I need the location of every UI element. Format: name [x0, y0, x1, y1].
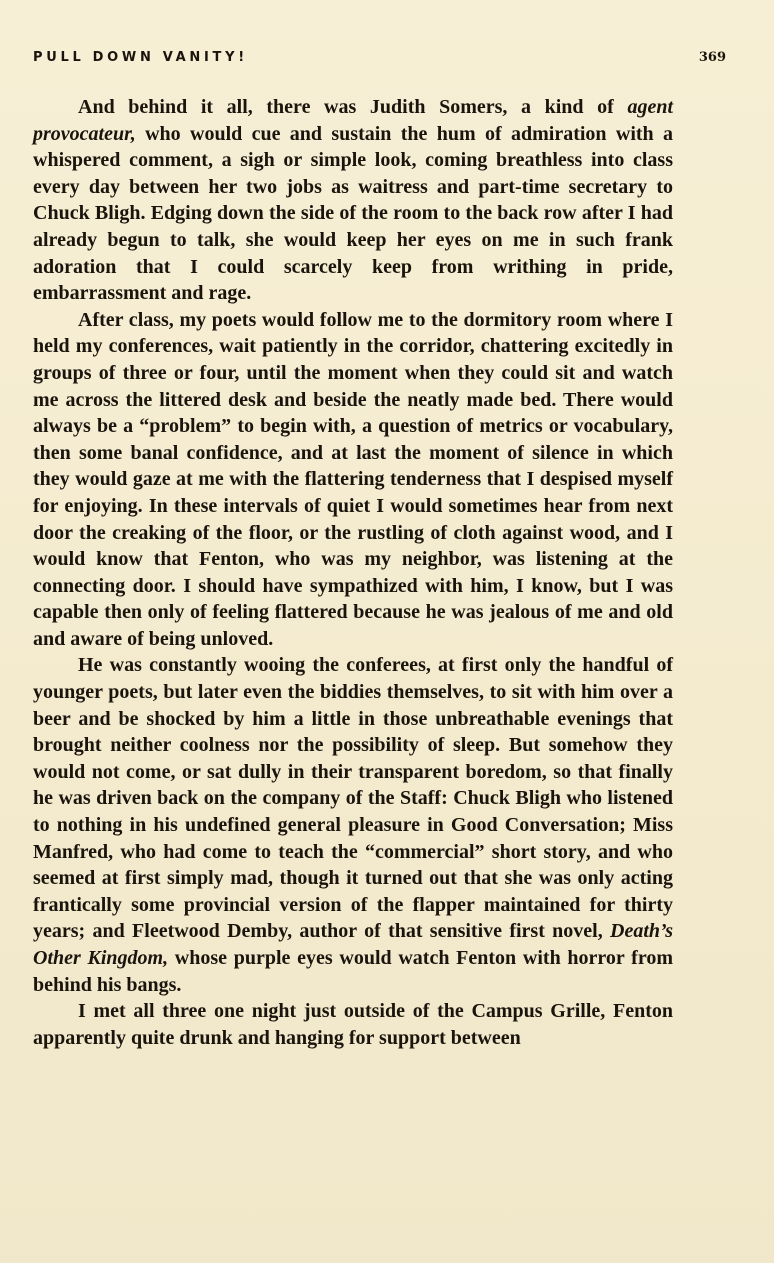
- paragraph-text: who would cue and sustain the hum of admiration with a whispered comment, a sigh or simple look, coming breathless into class every day between her two jobs as waitress and part-time secretary to Chuck Bligh. Edging down the side of the room to the back row after I had already begun to talk, she would keep her eyes on me in such frank adoration that I could scarcely keep from writhing in pride, embarrassment and rage.: [33, 122, 673, 305]
- italic-text: agent provocateur,: [33, 96, 673, 145]
- paragraph-text: He was constantly wooing the conferees, at first only the handful of younger poets, but later even the biddies themselves, to sit with him over a beer and be shocked by him a little in those unbreathable evenings that brought neither coolness nor the possibility of sleep. But somehow they would not come, or sat dully in their transparent boredom, so that finally he was driven back on the company of the Staff: Chuck Bligh who listened to nothing in his undefined general pleasure in Good Conversation; Miss Manfred, who had come to teach the “commercial” short story, and who seemed at first simply mad, though it turned out that she was only acting frantically some provincial version of the flapper maintained for thirty years; and Fleetwood Demby, author of that sensitive first novel,: [33, 654, 673, 943]
- running-head: [33, 50, 726, 72]
- paragraph-text: After class, my poets would follow me to the dormitory room where I held my conferences, wait patiently in the corridor, chattering excitedly in groups of three or four, until the moment when they could sit and watch me across the littered desk and beside the neatly made bed. There would always be a “problem” to begin with, a question of metrics or vocabulary, then some banal confidence, and at last the moment of silence in which they would gaze at me with the flattering tenderness that I despised myself for enjoying. In these intervals of quiet I would sometimes hear from next door the creaking of the floor, or the rustling of cloth against wood, and I would know that Fenton, who was my neighbor, was listening at the connecting door. I should have sympathized with him, I know, but I was capable then only of feeling flattered because he was jealous of me and old and aware of being unloved.: [33, 308, 673, 650]
- paragraph-text: I met all three one night just outside of the Campus Grille, Fenton apparently quite drunk and hanging for support between: [33, 1000, 673, 1049]
- paragraph: [33, 307, 673, 653]
- italic-text: Death’s Other Kingdom,: [33, 920, 673, 969]
- paragraph: [33, 94, 673, 307]
- paragraph-text: And behind it all, there was Judith Somers, a kind of: [78, 96, 628, 118]
- paragraph: [33, 998, 673, 1051]
- body-text: [33, 94, 673, 1051]
- paragraph: [33, 652, 673, 998]
- paragraph-text: whose purple eyes would watch Fenton with horror from behind his bangs.: [33, 947, 673, 996]
- page-number: 369: [698, 50, 726, 65]
- running-title: PULL DOWN VANITY!: [33, 50, 248, 65]
